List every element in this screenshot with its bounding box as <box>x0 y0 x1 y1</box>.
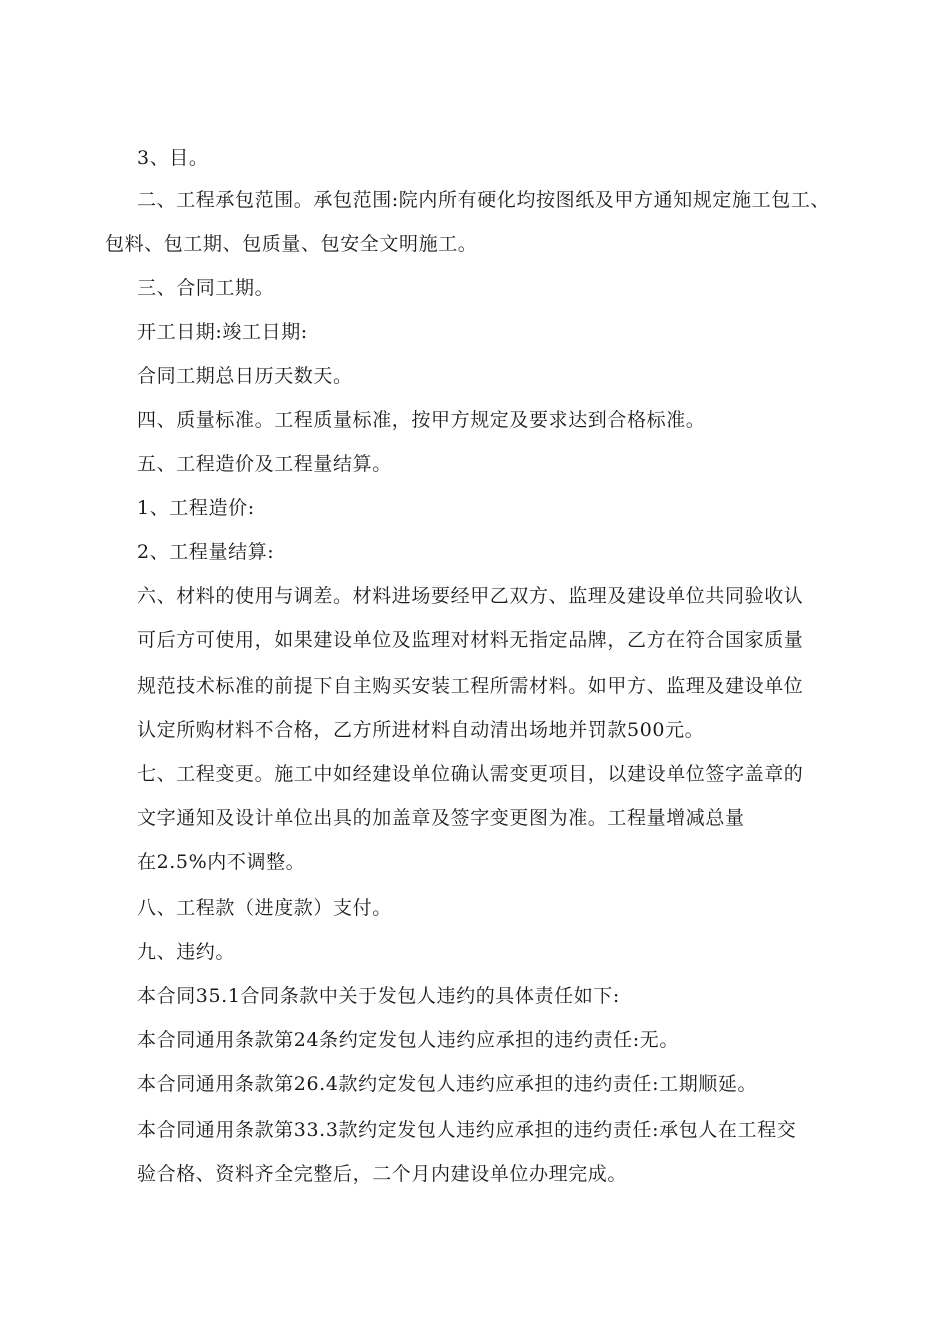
text-line: 二、工程承包范围。承包范围:院内所有硬化均按图纸及甲方通知规定施工包工、 <box>137 189 831 211</box>
text-line: 在2.5%内不调整。 <box>137 851 306 873</box>
text-line: 验合格、资料齐全完整后，二个月内建设单位办理完成。 <box>137 1163 628 1185</box>
text-line: 合同工期总日历天数天。 <box>137 365 353 387</box>
text-line: 四、质量标准。工程质量标准，按甲方规定及要求达到合格标准。 <box>137 409 706 431</box>
text-line: 可后方可使用，如果建设单位及监理对材料无指定品牌，乙方在符合国家质量 <box>137 629 804 651</box>
text-line: 本合同通用条款第24条约定发包人违约应承担的违约责任:无。 <box>137 1029 679 1051</box>
text-line: 2、工程量结算: <box>137 541 275 563</box>
text-line: 包料、包工期、包质量、包安全文明施工。 <box>105 233 478 255</box>
text-line: 九、违约。 <box>137 941 236 963</box>
text-line: 本合同通用条款第26.4款约定发包人违约应承担的违约责任:工期顺延。 <box>137 1073 758 1095</box>
text-line: 1、工程造价: <box>137 497 255 519</box>
text-line: 本合同35.1合同条款中关于发包人违约的具体责任如下: <box>137 985 620 1007</box>
text-line: 六、材料的使用与调差。材料进场要经甲乙双方、监理及建设单位共同验收认 <box>137 585 804 607</box>
text-line: 开工日期:竣工日期: <box>137 321 308 343</box>
text-line: 认定所购材料不合格，乙方所进材料自动清出场地并罚款500元。 <box>137 719 705 741</box>
text-line: 七、工程变更。施工中如经建设单位确认需变更项目，以建设单位签字盖章的 <box>137 763 804 785</box>
text-line: 五、工程造价及工程量结算。 <box>137 453 392 475</box>
text-line: 文字通知及设计单位出具的加盖章及签字变更图为准。工程量增减总量 <box>137 807 745 829</box>
text-line: 3、目。 <box>137 147 209 169</box>
text-line: 八、工程款（进度款）支付。 <box>137 897 392 919</box>
text-line: 三、合同工期。 <box>137 277 275 299</box>
text-line: 本合同通用条款第33.3款约定发包人违约应承担的违约责任:承包人在工程交 <box>137 1119 797 1141</box>
text-line: 规范技术标准的前提下自主购买安装工程所需材料。如甲方、监理及建设单位 <box>137 675 804 697</box>
